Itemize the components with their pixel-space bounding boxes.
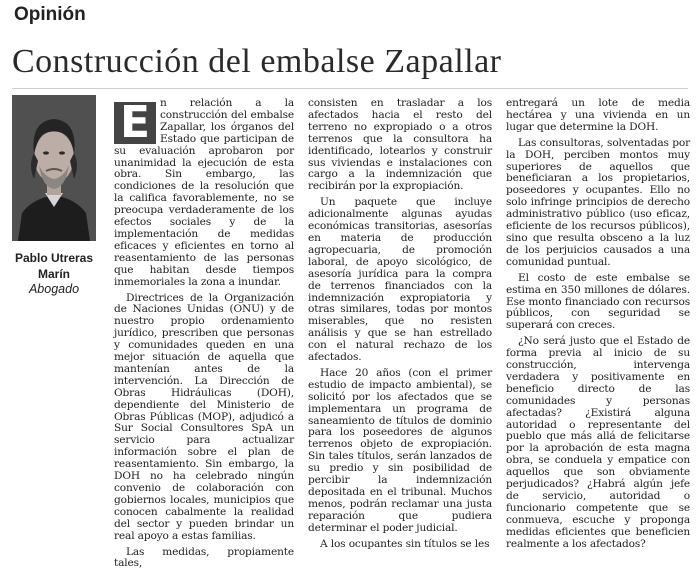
author-photo xyxy=(12,95,96,241)
paragraph: n relación a la construcción del embalse Zapallar, los órganos del Estado que participan de su evaluación aprobaron por unanimidad la ejecución de esta obra. Sin embargo, las condiciones de la resolución que la califica favorablemente, no se preocupa verdaderamente de los efectos sociales y de la implementación de medidas eficaces y eficientes en torno al reasentamiento de las personas que habitan desde tiempos inmemoriales la zona a inundar. xyxy=(114,97,294,288)
paragraph: El costo de este embalse se estima en 350 millones de dólares. Ese monto financiado con recursos públicos, con seguridad se superará con creces. xyxy=(506,271,690,332)
drop-cap: E xyxy=(114,102,156,144)
article-column-2 xyxy=(308,98,492,555)
article-column-3 xyxy=(506,98,690,555)
paragraph: Las medidas, propiamente tales, xyxy=(114,545,294,570)
headline: Construcción del embalse Zapallar xyxy=(12,43,502,80)
paragraph: Directrices de la Organización de Naciones Unidas (ONU) y de nuestro propio ordenamiento jurídico, prescriben que personas y comunidades queden en una mejor situación de aquella que mantenían antes de la intervención. La Dirección de Obras Hidráulicas (DOH), dependiente del Ministerio de Obras Públicas (MOP), adjudicó a Sur Social Consultores SpA un servicio para actualizar información sobre el plan de reasentamiento. Sin embargo, la DOH no ha celebrado ningún convenio de colaboración con gobiernos locales, municipios que conocen cabalmente la realidad del sector y pueden brindar un real apoyo a estas familias. xyxy=(114,291,294,542)
paragraph: Un paquete que incluye adicionalmente algunas ayudas económicas transitorias, asesorías en materia de producción agropecuaria, de promoción laboral, de apoyo sicológico, de asesoría jurídica para la compra de terrenos financiados con la indemnización expropiatoria y otras similares, todas por montos miserables, que no resisten análisis y que se han estrellado con el natural rechazo de los afectados. xyxy=(308,196,492,364)
author-role: Abogado xyxy=(28,282,80,296)
paragraph: Hace 20 años (con el primer estudio de impacto ambiental), se solicitó por los afectados que se implementara un programa de saneamiento de títulos de dominio para los poseedores de algunos terrenos objeto de expropiación. Sin tales títulos, serán lanzados de su predio y sin posibilidad de percibir la indemnización depositada en el tribunal. Muchos menos, podrán reclamar una justa reparación que pudiera determinar el poder judicial. xyxy=(308,366,492,534)
paragraph: ¿No será justo que el Estado de forma previa al inicio de su construcción, intervenga verdadera y positivamente en beneficio directo de las comunidades y personas afectadas? ¿Existirá alguna autoridad o representante del pueblo que más allá de felicitarse por la aprobación de esta magna obra, se conduela y empatice con aquellos que son obviamente perjudicados? ¿Habrá algún jefe de servicio, autoridad o funcionario competente que se conmueva, escuche y proponga medidas eficientes que beneficien realmente a los afectados? xyxy=(506,335,690,550)
paragraph: Las consultoras, solventadas por la DOH, perciben montos muy superiores de aquellos que beneficiaran a los propietarios, poseedores y ocupantes. Ello no solo infringe principios de derecho administrativo público (uso eficaz, eficiente de los recursos públicos), sino que resulta obsceno a la luz de los perjuicios causados a una comunidad puntual. xyxy=(506,136,690,268)
paragraph: A los ocupantes sin títulos se les xyxy=(320,537,490,550)
article-column-1 xyxy=(114,98,294,574)
section-label: Opinión xyxy=(14,4,86,25)
author-name: Pablo Utreras Marín xyxy=(14,251,94,281)
paragraph: consisten en trasladar a los afectados hacia el resto del terreno no expropiado o a otros terrenos que la consultora ha identificado, lotearlos y construir sus viviendas e instalaciones con cargo a la indemnización que recibirán por la expropiación. xyxy=(308,97,492,193)
paragraph: entregará un lote de media hectárea y una vivienda en un lugar que determine la DOH. xyxy=(506,97,690,133)
header-divider xyxy=(12,88,688,89)
